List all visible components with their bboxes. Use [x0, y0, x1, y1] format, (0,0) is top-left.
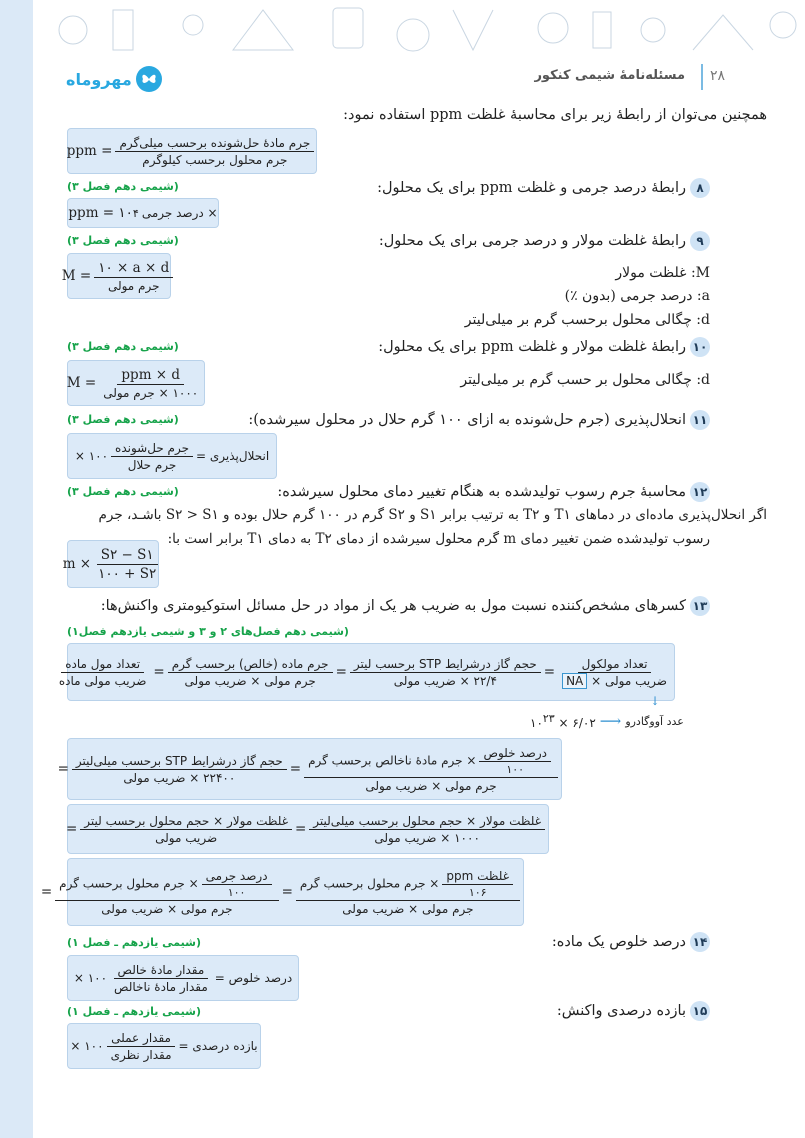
- equals-sign: =: [153, 664, 165, 680]
- item-title-text: رابطهٔ غلظت مولار و درصد جرمی برای یک محلول:: [378, 233, 686, 249]
- formula-denominator: مقدار نظری: [110, 1047, 172, 1062]
- item-title-text: رابطهٔ درصد جرمی و غلظت ppm برای یک محلول:: [377, 180, 686, 196]
- item-14-source: (شیمی یازدهم ـ فصل ۱): [67, 936, 202, 949]
- formula-multiplier: ۱۰۰ ×: [73, 971, 108, 985]
- formula-lhs: ppm =: [66, 143, 113, 159]
- formula-numerator: درصد جرمی: [202, 869, 272, 885]
- item-number-badge: ۱۳: [690, 596, 710, 616]
- side-margin-strip: [0, 0, 33, 1138]
- definition-M: M: غلظت مولار: [615, 265, 710, 281]
- formula-lhs: m ×: [62, 556, 92, 572]
- formula-denominator: ۲۲۴۰۰ × ضریب مولی: [123, 770, 236, 785]
- item-12-title: [277, 482, 710, 502]
- formula-denominator: مقدار مادهٔ ناخالص: [114, 979, 208, 994]
- item-title-text: بازده درصدی واکنش:: [556, 1003, 686, 1019]
- formula-numerator: جرم حل‌شونده: [111, 441, 193, 457]
- formula-denominator: جرم مولی × ضریب مولی: [342, 901, 474, 916]
- formula-lhs: انحلال‌پذیری =: [196, 449, 270, 463]
- formula-term: × جرم مادهٔ ناخالص برحسب گرم: [308, 753, 477, 767]
- formula-numerator: تعداد مولکول: [578, 657, 652, 673]
- formula-numerator: حجم گاز درشرایط STP برحسب میلی‌لیتر: [72, 754, 287, 770]
- page-header: [534, 67, 725, 84]
- item-8-source: (شیمی دهم فصل ۳): [67, 180, 179, 193]
- avogadro-constant-box: NA: [562, 673, 587, 689]
- formula-denominator: جرم مولی × ضریب مولی: [184, 673, 316, 688]
- item-8-title: [377, 178, 710, 198]
- formula-denominator: ۱۰۰: [506, 762, 525, 776]
- item-13-source: (شیمی دهم فصل‌های ۲ و ۳ و شیمی یازدهم فصل۱): [67, 625, 349, 638]
- arrow-right-icon: ⟶: [599, 712, 622, 730]
- intro-text: همچنین می‌توان از رابطهٔ زیر برای محاسبهٔ غلظت ppm استفاده نمود:: [343, 107, 767, 123]
- item-title-text: انحلال‌پذیری (جرم حل‌شونده به ازای ۱۰۰ گرم حلال در محلول سیرشده):: [248, 412, 686, 428]
- definition-d: d: چگالی محلول برحسب گرم بر میلی‌لیتر: [464, 312, 710, 328]
- formula-denominator: ۱۰۰: [227, 885, 246, 899]
- butterfly-icon: [136, 66, 162, 92]
- formula-denominator: ضریب مولی ×: [591, 673, 667, 688]
- page-number: ۲۸: [709, 67, 725, 84]
- item-title-text: محاسبهٔ جرم رسوب تولیدشده به هنگام تغییر دمای محلول سیرشده:: [277, 484, 686, 500]
- avogadro-label: عدد آووگادرو: [625, 714, 684, 728]
- formula-denominator: ۱۰۰ + S۲: [98, 565, 157, 582]
- formula-numerator: غلظت ppm: [442, 869, 513, 885]
- formula-numerator: تعداد مول ماده: [61, 657, 144, 673]
- avogadro-value: ۶/۰۲ × ۱۰: [530, 716, 596, 730]
- item-9-title: [379, 231, 710, 251]
- publisher-name: مهروماه: [66, 69, 132, 89]
- book-title: مسئله‌نامهٔ شیمی کنکور: [534, 68, 685, 83]
- formula-numerator: جرم ماده (خالص) برحسب گرم: [168, 657, 333, 673]
- item-11-title: [248, 410, 710, 430]
- item-12-body-line2: رسوب تولیدشده ضمن تغییر دمای m گرم محلول سیرشده از دمای T۲ به دمای T۱ برابر است با:: [167, 531, 710, 547]
- item-number-badge: ۱۴: [690, 932, 710, 952]
- definition-d: d: چگالی محلول بر حسب گرم بر میلی‌لیتر: [460, 372, 710, 388]
- formula-numerator: جرم مادهٔ حل‌شونده برحسب میلی‌گرم: [115, 136, 314, 152]
- stoichiometry-row-1: [58, 643, 675, 701]
- formula-multiplier: ۱۰۰ ×: [74, 449, 109, 463]
- item-11-source: (شیمی دهم فصل ۳): [67, 413, 179, 426]
- formula-molarity-percent: [61, 253, 171, 299]
- equals-sign: =: [281, 884, 293, 900]
- formula-numerator: S۲ − S۱: [97, 547, 158, 565]
- item-10-source: (شیمی دهم فصل ۳): [67, 340, 179, 353]
- formula-term: × جرم محلول برحسب گرم: [59, 876, 199, 890]
- formula-numerator: درصد خلوص: [479, 746, 551, 762]
- equals-sign: =: [57, 761, 69, 777]
- item-title-text: درصد خلوص یک ماده:: [551, 934, 686, 950]
- equals-sign: =: [543, 664, 556, 680]
- formula-term: × جرم محلول برحسب گرم: [299, 876, 440, 890]
- header-divider: [701, 64, 703, 90]
- formula-numerator: مقدار مادهٔ خالص: [114, 963, 209, 979]
- formula-denominator: ۱۰۰۰ × جرم مولی: [103, 385, 199, 400]
- formula-lhs: ppm = ۱۰: [68, 205, 133, 221]
- formula-denominator: ۲۲/۴ × ضریب مولی: [393, 673, 497, 688]
- formula-ppm-percent: [67, 198, 219, 228]
- formula-lhs: M =: [66, 375, 97, 391]
- formula-denominator: ضریب مولی ماده: [58, 673, 147, 688]
- formula-lhs: درصد خلوص =: [214, 971, 293, 985]
- formula-denominator: جرم حلال: [127, 457, 177, 472]
- equals-sign: =: [65, 821, 78, 837]
- item-9-source: (شیمی دهم فصل ۳): [67, 234, 179, 247]
- item-title-text: کسرهای مشخص‌کننده نسبت مول به ضریب هر یک از مواد در حل مسائل استوکیومتری واکنش‌ها:: [100, 598, 686, 614]
- item-number-badge: ۱۱: [690, 410, 710, 430]
- formula-denominator: ۱۰۶: [468, 885, 487, 899]
- formula-denominator: جرم مولی × ضریب مولی: [101, 901, 233, 916]
- item-12-source: (شیمی دهم فصل ۳): [67, 485, 179, 498]
- formula-numerator: ppm × d: [117, 367, 184, 385]
- formula-multiplier: ۱۰۰ ×: [70, 1039, 104, 1053]
- equals-sign: =: [289, 761, 302, 777]
- item-10-title: [378, 337, 710, 357]
- item-15-title: [557, 1001, 710, 1021]
- formula-numerator: ۱۰ × a × d: [94, 260, 173, 278]
- avogadro-note: [530, 712, 684, 730]
- formula-ppm: [67, 128, 317, 174]
- formula-numerator: غلظت مولار × حجم محلول برحسب میلی‌لیتر: [309, 814, 545, 830]
- chemistry-doodle-banner: [33, 0, 805, 60]
- formula-denominator: ۱۰۰۰ × ضریب مولی: [374, 830, 480, 845]
- down-arrow-icon: ↓: [650, 694, 661, 708]
- formula-rhs: × درصد جرمی: [141, 206, 218, 220]
- equals-sign: =: [335, 664, 347, 680]
- definition-a: a: درصد جرمی (بدون ٪): [564, 288, 710, 304]
- item-number-badge: ۹: [690, 231, 710, 251]
- formula-solubility: [67, 433, 277, 479]
- stoichiometry-row-2: [57, 738, 562, 800]
- formula-exponent: ۴: [132, 206, 139, 220]
- formula-numerator: حجم گاز درشرایط STP برحسب لیتر: [350, 657, 541, 673]
- stoichiometry-row-3: [67, 804, 549, 854]
- formula-denominator: جرم مولی × ضریب مولی: [365, 778, 497, 793]
- item-number-badge: ۱۰: [690, 337, 710, 357]
- formula-yield: [67, 1023, 261, 1069]
- formula-numerator: مقدار عملی: [107, 1031, 175, 1047]
- item-15-source: (شیمی یازدهم ـ فصل ۱): [67, 1005, 202, 1018]
- formula-precipitate: [62, 540, 159, 588]
- item-number-badge: ۱۲: [690, 482, 710, 502]
- publisher-logo: [66, 66, 162, 92]
- formula-lhs: بازده درصدی =: [178, 1039, 258, 1053]
- formula-denominator: جرم مولی: [107, 278, 160, 293]
- stoichiometry-row-4: [40, 858, 524, 926]
- item-12-body-line1: اگر انحلال‌پذیری ماده‌ای در دماهای T۱ و T۲ به ترتیب برابر S۱ و S۲ گرم در ۱۰۰ گرم حلال بوده و S۲ > S۱ باشـد، جرم: [98, 507, 767, 523]
- item-13-title: [101, 596, 710, 616]
- equals-sign: =: [294, 821, 307, 837]
- item-number-badge: ۸: [690, 178, 710, 198]
- formula-numerator: غلظت مولار × حجم محلول برحسب لیتر: [80, 814, 292, 830]
- formula-denominator: ضریب مولی: [155, 830, 218, 845]
- formula-molarity-ppm: [67, 360, 205, 406]
- item-number-badge: ۱۵: [690, 1001, 710, 1021]
- formula-purity: [67, 955, 299, 1001]
- avogadro-exponent: ۲۳: [542, 712, 555, 725]
- formula-lhs: M =: [61, 268, 92, 284]
- formula-denominator: جرم محلول برحسب کیلوگرم: [142, 152, 288, 167]
- item-14-title: [552, 932, 710, 952]
- item-title-text: رابطهٔ غلظت مولار و غلظت ppm برای یک محلول:: [378, 339, 686, 355]
- equals-sign: =: [40, 884, 53, 900]
